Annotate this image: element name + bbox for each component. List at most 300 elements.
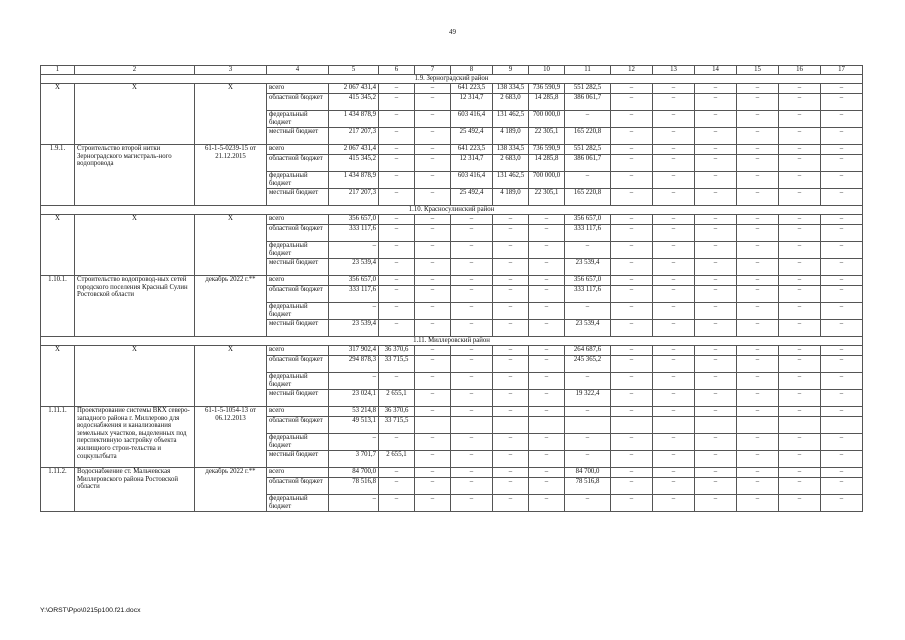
amount-cell: – [379, 145, 415, 155]
funding-source-label: областной бюджет [267, 225, 329, 242]
amount-cell: 1 434 878,9 [329, 111, 379, 128]
amount-cell: – [529, 495, 565, 512]
amount-cell: – [779, 478, 821, 495]
amount-cell: – [415, 434, 451, 451]
amount-cell: – [695, 346, 737, 356]
amount-cell: – [779, 242, 821, 259]
amount-cell: – [611, 128, 653, 145]
funding-source-label: всего [267, 468, 329, 478]
amount-cell: – [415, 468, 451, 478]
amount-cell: – [653, 111, 695, 128]
amount-cell [415, 417, 451, 434]
funding-source-label: федеральный бюджет [267, 303, 329, 320]
amount-cell: 36 370,6 [379, 346, 415, 356]
amount-cell: 2 683,0 [493, 155, 529, 172]
amount-cell: – [821, 451, 863, 468]
amount-cell: – [695, 468, 737, 478]
amount-cell: 14 285,8 [529, 94, 565, 111]
amount-cell: – [779, 303, 821, 320]
amount-cell: – [611, 468, 653, 478]
column-number: 10 [529, 66, 565, 75]
amount-cell: – [493, 276, 529, 286]
amount-cell: 78 516,8 [329, 478, 379, 495]
amount-cell: – [821, 373, 863, 390]
column-number: 3 [195, 66, 267, 75]
amount-cell: – [821, 495, 863, 512]
funding-source-label: местный бюджет [267, 320, 329, 337]
summary-number: Х [41, 215, 75, 276]
project-name: Водоснабжение ст. Мальчевская Миллеровского района Ростовской области [75, 468, 195, 512]
amount-cell: – [653, 373, 695, 390]
amount-cell: – [611, 276, 653, 286]
amount-cell: – [611, 225, 653, 242]
column-number: 1 [41, 66, 75, 75]
amount-cell: – [695, 259, 737, 276]
amount-cell: 4 189,0 [493, 189, 529, 206]
amount-cell: 3 701,7 [329, 451, 379, 468]
amount-cell: – [695, 451, 737, 468]
section-title: 1.9. Зерноградский район [41, 75, 863, 84]
amount-cell: – [415, 390, 451, 407]
amount-cell: – [379, 172, 415, 189]
amount-cell: – [737, 303, 779, 320]
amount-cell: 23 539,4 [565, 320, 611, 337]
amount-cell: – [821, 434, 863, 451]
funding-source-label: всего [267, 84, 329, 94]
amount-cell: – [821, 242, 863, 259]
amount-cell: 700 000,0 [529, 111, 565, 128]
project-name: Строительство водопровод-ных сетей городского поселения Красный Сулин Ростовской области [75, 276, 195, 337]
amount-cell: 23 024,1 [329, 390, 379, 407]
amount-cell: – [779, 346, 821, 356]
amount-cell: – [529, 390, 565, 407]
amount-cell: – [379, 495, 415, 512]
amount-cell: – [653, 225, 695, 242]
amount-cell [737, 417, 779, 434]
amount-cell: 356 657,0 [329, 215, 379, 225]
amount-cell: 603 416,4 [451, 172, 493, 189]
funding-source-label: областной бюджет [267, 94, 329, 111]
amount-cell: – [415, 286, 451, 303]
amount-cell: 165 220,8 [565, 189, 611, 206]
amount-cell: – [451, 451, 493, 468]
amount-cell: – [653, 259, 695, 276]
amount-cell: – [415, 145, 451, 155]
summary-document: Х [195, 215, 267, 276]
amount-cell: – [451, 478, 493, 495]
amount-cell: – [821, 155, 863, 172]
amount-cell: – [415, 346, 451, 356]
amount-cell: – [821, 390, 863, 407]
amount-cell: – [415, 225, 451, 242]
investment-table [40, 65, 863, 512]
amount-cell: – [611, 111, 653, 128]
amount-cell: 603 416,4 [451, 111, 493, 128]
amount-cell: 33 715,5 [379, 417, 415, 434]
amount-cell: – [695, 84, 737, 94]
project-number: 1.10.1. [41, 276, 75, 337]
amount-cell: – [415, 155, 451, 172]
amount-cell: – [779, 390, 821, 407]
amount-cell: – [695, 155, 737, 172]
amount-cell: – [493, 390, 529, 407]
page-number: 49 [449, 28, 456, 36]
column-number: 11 [565, 66, 611, 75]
amount-cell: – [653, 189, 695, 206]
amount-cell: – [415, 84, 451, 94]
funding-source-label: федеральный бюджет [267, 434, 329, 451]
amount-cell: – [653, 320, 695, 337]
amount-cell: – [695, 172, 737, 189]
amount-cell: – [493, 225, 529, 242]
amount-cell: – [493, 346, 529, 356]
amount-cell: – [415, 478, 451, 495]
amount-cell: – [821, 111, 863, 128]
amount-cell: – [611, 286, 653, 303]
amount-cell: – [529, 225, 565, 242]
amount-cell: 551 282,5 [565, 145, 611, 155]
section-header-row [41, 75, 863, 84]
project-document: декабрь 2022 г.** [195, 468, 267, 512]
amount-cell: – [529, 320, 565, 337]
amount-cell: – [611, 478, 653, 495]
amount-cell: 333 117,6 [565, 225, 611, 242]
amount-cell: – [565, 373, 611, 390]
amount-cell: – [821, 172, 863, 189]
funding-source-label: областной бюджет [267, 155, 329, 172]
amount-cell: – [653, 128, 695, 145]
amount-cell: – [451, 215, 493, 225]
amount-cell: – [737, 451, 779, 468]
amount-cell: 4 189,0 [493, 128, 529, 145]
amount-cell: – [379, 276, 415, 286]
amount-cell: 2 067 431,4 [329, 84, 379, 94]
funding-source-label: федеральный бюджет [267, 242, 329, 259]
amount-cell: – [451, 320, 493, 337]
amount-cell: – [529, 276, 565, 286]
amount-cell: – [379, 303, 415, 320]
funding-source-label: местный бюджет [267, 128, 329, 145]
amount-cell [653, 417, 695, 434]
amount-cell: – [737, 346, 779, 356]
amount-cell: – [653, 495, 695, 512]
project-document: 61-1-5-1054-13 от 06.12.2013 [195, 407, 267, 468]
amount-cell: – [695, 356, 737, 373]
amount-cell: 415 345,2 [329, 155, 379, 172]
table-body [41, 66, 863, 512]
amount-cell: – [611, 373, 653, 390]
funding-source-label: всего [267, 215, 329, 225]
amount-cell: – [653, 172, 695, 189]
amount-cell: – [779, 434, 821, 451]
amount-cell: 2 655,1 [379, 451, 415, 468]
amount-cell: – [653, 242, 695, 259]
file-path-footer: Y:\ORST\Ppo\0215p100.f21.docx [40, 607, 141, 614]
amount-cell: – [737, 84, 779, 94]
amount-cell: – [493, 356, 529, 373]
amount-cell: – [653, 94, 695, 111]
amount-cell: – [653, 346, 695, 356]
amount-cell: – [653, 356, 695, 373]
amount-cell: – [451, 225, 493, 242]
amount-cell: – [653, 84, 695, 94]
amount-cell: 415 345,2 [329, 94, 379, 111]
funding-source-label: областной бюджет [267, 286, 329, 303]
amount-cell: – [529, 242, 565, 259]
amount-cell: – [611, 451, 653, 468]
section-header-row [41, 337, 863, 346]
amount-cell: – [493, 259, 529, 276]
amount-cell: – [695, 434, 737, 451]
amount-cell: – [611, 495, 653, 512]
amount-cell: – [529, 259, 565, 276]
section-header-row [41, 206, 863, 215]
amount-cell: 138 334,5 [493, 145, 529, 155]
amount-cell: 2 683,0 [493, 94, 529, 111]
amount-cell: – [779, 259, 821, 276]
amount-cell: – [415, 276, 451, 286]
amount-cell: – [821, 215, 863, 225]
funding-source-label: местный бюджет [267, 390, 329, 407]
amount-cell: – [779, 451, 821, 468]
amount-cell [611, 417, 653, 434]
amount-cell: 551 282,5 [565, 84, 611, 94]
summary-name: Х [75, 84, 195, 145]
amount-cell: 19 322,4 [565, 390, 611, 407]
column-number: 2 [75, 66, 195, 75]
amount-cell: – [779, 94, 821, 111]
amount-cell: 386 061,7 [565, 94, 611, 111]
amount-cell: 641 223,5 [451, 145, 493, 155]
amount-cell: – [737, 128, 779, 145]
amount-cell: – [379, 128, 415, 145]
project-name: Строительство второй нитки Зерноградского магистраль-ного водопровода [75, 145, 195, 206]
amount-cell: – [821, 259, 863, 276]
amount-cell: 245 365,2 [565, 356, 611, 373]
amount-cell: – [695, 495, 737, 512]
amount-cell: – [611, 84, 653, 94]
amount-cell: 217 207,3 [329, 189, 379, 206]
amount-cell: – [653, 468, 695, 478]
amount-cell: – [415, 94, 451, 111]
amount-cell: – [779, 468, 821, 478]
amount-cell: – [821, 478, 863, 495]
amount-cell: – [529, 468, 565, 478]
amount-cell: – [737, 242, 779, 259]
funding-source-label: областной бюджет [267, 478, 329, 495]
amount-cell: – [821, 94, 863, 111]
amount-cell: – [821, 346, 863, 356]
amount-cell: 138 334,5 [493, 84, 529, 94]
amount-cell: – [779, 155, 821, 172]
table-row [41, 346, 863, 356]
project-name: Проектирование системы ВКХ северо-западного района г. Миллерово для водоснабжения и канализования земельных участков, выделенных под перспективную застройку объекта жилищного строи-тельства и соцкультбыта [75, 407, 195, 468]
amount-cell: – [779, 215, 821, 225]
amount-cell: – [451, 434, 493, 451]
amount-cell: 356 657,0 [565, 276, 611, 286]
project-number: 1.11.2. [41, 468, 75, 512]
project-document: декабрь 2022 г.** [195, 276, 267, 337]
amount-cell: – [493, 434, 529, 451]
amount-cell: – [779, 111, 821, 128]
column-number: 14 [695, 66, 737, 75]
amount-cell: – [415, 189, 451, 206]
amount-cell: 294 878,3 [329, 356, 379, 373]
column-number: 8 [451, 66, 493, 75]
amount-cell: – [529, 478, 565, 495]
amount-cell: – [821, 320, 863, 337]
amount-cell: – [493, 320, 529, 337]
amount-cell: – [415, 242, 451, 259]
amount-cell: – [379, 373, 415, 390]
amount-cell: – [451, 303, 493, 320]
funding-source-label: федеральный бюджет [267, 111, 329, 128]
funding-source-label: федеральный бюджет [267, 172, 329, 189]
amount-cell: 25 492,4 [451, 189, 493, 206]
amount-cell: – [611, 346, 653, 356]
amount-cell: – [779, 356, 821, 373]
amount-cell: – [451, 356, 493, 373]
amount-cell: 78 516,8 [565, 478, 611, 495]
amount-cell: 49 513,1 [329, 417, 379, 434]
amount-cell: – [379, 111, 415, 128]
amount-cell: 165 220,8 [565, 128, 611, 145]
amount-cell: – [611, 189, 653, 206]
amount-cell: – [611, 320, 653, 337]
amount-cell: – [379, 215, 415, 225]
amount-cell: – [529, 407, 565, 417]
amount-cell: 333 117,6 [565, 286, 611, 303]
amount-cell: – [611, 303, 653, 320]
amount-cell: – [653, 390, 695, 407]
amount-cell: – [737, 373, 779, 390]
funding-source-label: всего [267, 276, 329, 286]
amount-cell: – [493, 373, 529, 390]
amount-cell: 14 285,8 [529, 155, 565, 172]
amount-cell: – [695, 390, 737, 407]
amount-cell: 131 462,5 [493, 172, 529, 189]
amount-cell: – [737, 478, 779, 495]
amount-cell: – [695, 242, 737, 259]
amount-cell: – [737, 286, 779, 303]
amount-cell: – [611, 390, 653, 407]
amount-cell: – [529, 373, 565, 390]
amount-cell: – [379, 320, 415, 337]
amount-cell: – [737, 434, 779, 451]
amount-cell: – [779, 407, 821, 417]
amount-cell: – [529, 286, 565, 303]
amount-cell: – [695, 478, 737, 495]
amount-cell: – [451, 495, 493, 512]
amount-cell: – [529, 303, 565, 320]
amount-cell: – [695, 407, 737, 417]
amount-cell [695, 417, 737, 434]
amount-cell: – [737, 94, 779, 111]
amount-cell: 84 700,0 [329, 468, 379, 478]
column-number: 7 [415, 66, 451, 75]
funding-source-label: федеральный бюджет [267, 373, 329, 390]
amount-cell: 22 305,1 [529, 189, 565, 206]
amount-cell: – [451, 373, 493, 390]
amount-cell: – [529, 356, 565, 373]
amount-cell: – [737, 356, 779, 373]
amount-cell: – [695, 128, 737, 145]
amount-cell: – [653, 286, 695, 303]
column-number: 17 [821, 66, 863, 75]
amount-cell: – [493, 242, 529, 259]
amount-cell: 23 539,4 [565, 259, 611, 276]
amount-cell: – [737, 215, 779, 225]
project-number: 1.9.1. [41, 145, 75, 206]
table-row [41, 407, 863, 417]
amount-cell: – [565, 111, 611, 128]
amount-cell: – [565, 303, 611, 320]
amount-cell: – [379, 478, 415, 495]
amount-cell: – [611, 155, 653, 172]
amount-cell: – [737, 189, 779, 206]
amount-cell: – [379, 259, 415, 276]
amount-cell: 736 590,9 [529, 84, 565, 94]
column-number: 13 [653, 66, 695, 75]
amount-cell: – [653, 215, 695, 225]
amount-cell: – [737, 145, 779, 155]
amount-cell: – [493, 495, 529, 512]
amount-cell: – [737, 225, 779, 242]
amount-cell: – [493, 451, 529, 468]
amount-cell: – [565, 495, 611, 512]
amount-cell: – [695, 303, 737, 320]
table-row [41, 468, 863, 478]
amount-cell: – [329, 303, 379, 320]
section-title: 1.10. Красносулинский район [41, 206, 863, 215]
amount-cell: – [779, 128, 821, 145]
amount-cell: – [737, 259, 779, 276]
amount-cell: – [451, 407, 493, 417]
summary-document: Х [195, 346, 267, 407]
funding-source-label: местный бюджет [267, 189, 329, 206]
amount-cell: 84 700,0 [565, 468, 611, 478]
funding-source-label: местный бюджет [267, 259, 329, 276]
section-title: 1.11. Миллеровский район [41, 337, 863, 346]
summary-document: Х [195, 84, 267, 145]
amount-cell: 25 492,4 [451, 128, 493, 145]
amount-cell: 333 117,6 [329, 286, 379, 303]
amount-cell: – [737, 390, 779, 407]
amount-cell: – [493, 215, 529, 225]
amount-cell: – [779, 189, 821, 206]
amount-cell: – [529, 215, 565, 225]
funding-source-label: всего [267, 346, 329, 356]
amount-cell: – [329, 434, 379, 451]
amount-cell: – [415, 172, 451, 189]
amount-cell: – [695, 94, 737, 111]
amount-cell: – [653, 155, 695, 172]
amount-cell: 641 223,5 [451, 84, 493, 94]
amount-cell: – [415, 407, 451, 417]
amount-cell: – [821, 286, 863, 303]
amount-cell: 356 657,0 [565, 215, 611, 225]
amount-cell: – [415, 320, 451, 337]
amount-cell: – [329, 242, 379, 259]
amount-cell: – [611, 172, 653, 189]
amount-cell: – [821, 145, 863, 155]
amount-cell: – [653, 407, 695, 417]
funding-source-label: всего [267, 145, 329, 155]
project-document: 61-1-5-0239-15 от 21.12.2015 [195, 145, 267, 206]
amount-cell: 736 590,9 [529, 145, 565, 155]
amount-cell: – [493, 303, 529, 320]
amount-cell: – [565, 451, 611, 468]
